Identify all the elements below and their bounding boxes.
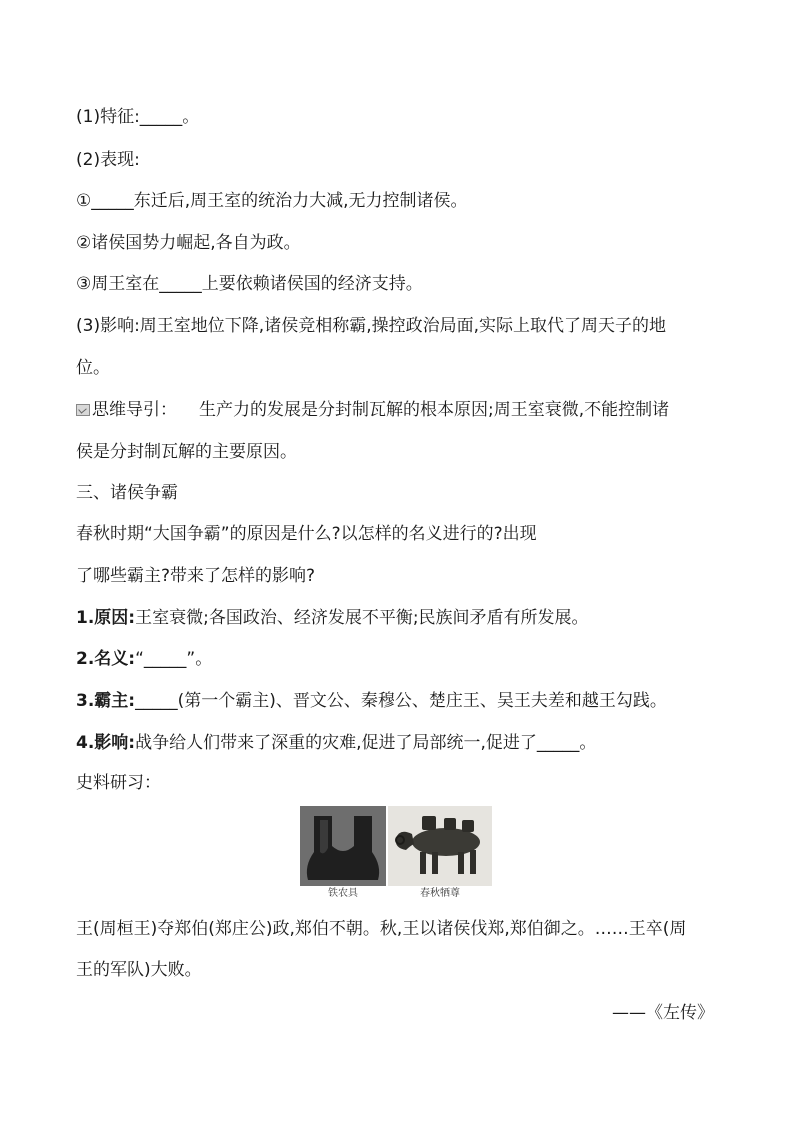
hegemon-item <box>76 689 718 713</box>
influence-line-cont: 位。 <box>76 358 110 378</box>
feature-line: (1)特征:_____。 <box>76 107 200 127</box>
note-icon <box>76 404 90 416</box>
bronze-ox-vessel-image <box>388 806 492 886</box>
iron-tool-image <box>300 806 386 886</box>
point-2: ②诸侯国势力崛起,各自为政。 <box>76 233 301 253</box>
influence-line: (3)影响:周王室地位下降,诸侯竞相称霸,操控政治局面,实际上取代了周天子的地 <box>76 316 667 336</box>
question-line-1: 春秋时期“大国争霸”的原因是什么?以怎样的名义进行的?出现 <box>76 524 537 544</box>
thinking-guide-cont: 侯是分封制瓦解的主要原因。 <box>76 442 297 462</box>
figure-pair <box>300 806 492 902</box>
iron-tool-caption: 铁农具 <box>328 888 358 899</box>
hegemon-text: _____(第一个霸主)、晋文公、秦穆公、楚庄王、吴王夫差和越王勾践。 <box>135 691 667 711</box>
effect-item <box>76 731 718 755</box>
reason-item <box>76 606 718 630</box>
name-text: “_____”。 <box>135 649 213 669</box>
hegemon-label: 3.霸主: <box>76 691 136 711</box>
performance-heading: (2)表现: <box>76 150 140 170</box>
name-item <box>76 647 718 671</box>
quote-line-2: 王的军队)大败。 <box>76 960 202 980</box>
thinking-guide-label: 思维导引： <box>92 400 177 420</box>
reason-label: 1.原因: <box>76 608 136 628</box>
point-1: ①_____东迁后,周王室的统治力大减,无力控制诸侯。 <box>76 191 468 211</box>
quote-source: ——《左传》 <box>612 1003 714 1023</box>
section-title: 三、诸侯争霸 <box>76 483 178 503</box>
thinking-guide-text: 生产力的发展是分封制瓦解的根本原因;周王室衰微,不能控制诸 <box>199 400 670 420</box>
quote-line-1: 王(周桓王)夺郑伯(郑庄公)政,郑伯不朝。秋,王以诸侯伐郑,郑伯御之。……王卒(周 <box>76 919 687 939</box>
effect-text: 战争给人们带来了深重的灾难,促进了局部统一,促进了_____。 <box>135 733 597 753</box>
question-line-2: 了哪些霸主?带来了怎样的影响? <box>76 566 316 586</box>
point-3: ③周王室在_____上要依赖诸侯国的经济支持。 <box>76 274 423 294</box>
effect-label: 4.影响: <box>76 733 136 753</box>
name-label: 2.名义: <box>76 649 136 669</box>
bronze-ox-caption: 春秋牺尊 <box>420 888 460 899</box>
reason-text: 王室衰微;各国政治、经济发展不平衡;民族间矛盾有所发展。 <box>135 608 589 628</box>
study-label: 史料研习： <box>76 773 161 793</box>
thinking-guide <box>76 398 718 422</box>
